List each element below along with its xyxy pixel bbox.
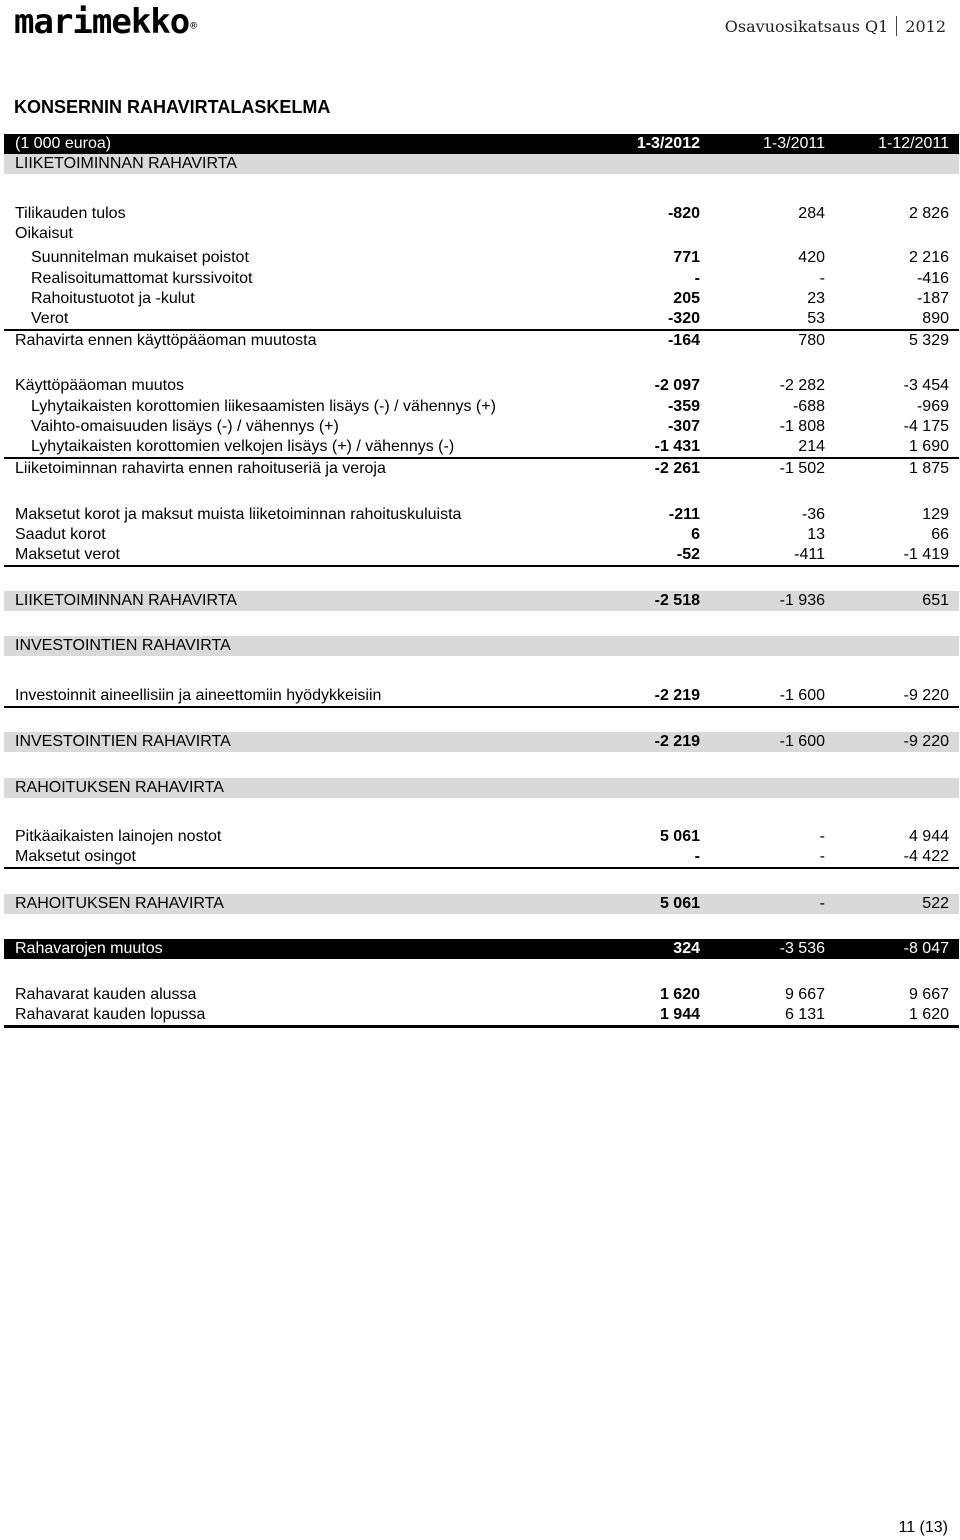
value-q1-2011: -1 936 <box>779 592 825 609</box>
value-q1-2012: -211 <box>668 506 700 523</box>
section-total-row <box>4 732 959 752</box>
table-row <box>4 376 959 396</box>
value-q1-2011: -1 600 <box>779 687 825 704</box>
row-label: Maksetut korot ja maksut muista liiketoiminnan rahoituskuluista <box>15 506 462 523</box>
value-q1-2011: 53 <box>807 310 825 327</box>
value-fy-2011: 5 329 <box>908 332 949 349</box>
table-row <box>4 827 959 847</box>
value-q1-2012: -2 518 <box>654 592 700 609</box>
value-q1-2012: -2 219 <box>654 733 700 750</box>
value-fy-2011: 1 690 <box>908 438 949 455</box>
value-q1-2012: - <box>694 270 700 287</box>
net-change-row <box>4 939 959 959</box>
value-q1-2012: 1 944 <box>659 1006 700 1023</box>
value-q1-2011: 13 <box>807 526 825 543</box>
value-q1-2011: - <box>819 270 825 287</box>
value-q1-2011: 23 <box>807 290 825 307</box>
row-label: Rahavirta ennen käyttöpääoman muutosta <box>15 332 317 349</box>
table-header-row <box>4 134 959 154</box>
table-row <box>4 269 959 289</box>
value-q1-2011: -1 808 <box>779 418 825 435</box>
value-fy-2011: -9 220 <box>903 687 949 704</box>
table-row <box>4 847 959 869</box>
value-q1-2012: -52 <box>676 546 700 563</box>
col-header-fy-2011: 1-12/2011 <box>878 135 949 152</box>
value-q1-2012: 5 061 <box>659 828 700 845</box>
section-heading-row <box>4 154 959 174</box>
table-row <box>4 224 959 244</box>
value-q1-2011: -36 <box>801 506 825 523</box>
row-label: Investoinnit aineellisiin ja aineettomiin hyödykkeisiin <box>15 687 382 704</box>
value-q1-2011: -1 502 <box>779 460 825 477</box>
value-fy-2011: -969 <box>916 398 949 415</box>
row-label: Lyhytaikaisten korottomien velkojen lisäys (+) / vähennys (-) <box>31 438 455 455</box>
value-q1-2012: 6 <box>691 526 700 543</box>
value-q1-2011: -2 282 <box>779 377 825 394</box>
value-fy-2011: 651 <box>922 592 949 609</box>
row-label: Rahavarat kauden alussa <box>15 986 197 1003</box>
page-number: 11 (13) <box>898 1519 948 1536</box>
value-q1-2011: 214 <box>798 438 825 455</box>
value-fy-2011: 9 667 <box>908 986 949 1003</box>
row-label: Pitkäaikaisten lainojen nostot <box>15 828 222 845</box>
value-q1-2012: -2 219 <box>654 687 700 704</box>
value-fy-2011: -8 047 <box>903 940 949 957</box>
table-row <box>4 1005 959 1028</box>
value-fy-2011: 1 875 <box>908 460 949 477</box>
value-q1-2012: -2 097 <box>654 377 700 394</box>
value-q1-2012: -320 <box>667 310 700 327</box>
section-heading: LIIKETOIMINNAN RAHAVIRTA <box>15 155 237 172</box>
col-header-q1-2012: 1-3/2012 <box>636 135 700 152</box>
row-label: RAHOITUKSEN RAHAVIRTA <box>15 895 224 912</box>
unit-label: (1 000 euroa) <box>15 135 112 152</box>
section-heading-row <box>4 636 959 656</box>
table-row <box>4 289 959 309</box>
report-year: 2012 <box>905 17 946 36</box>
value-q1-2011: 9 667 <box>784 986 825 1003</box>
value-q1-2011: 6 131 <box>784 1006 825 1023</box>
value-fy-2011: 2 826 <box>908 205 949 222</box>
value-fy-2011: -187 <box>916 290 949 307</box>
row-label: Rahavarat kauden lopussa <box>15 1006 206 1023</box>
value-fy-2011: -4 175 <box>903 418 949 435</box>
value-fy-2011: 66 <box>931 526 949 543</box>
report-header <box>725 16 946 38</box>
row-label: Maksetut osingot <box>15 848 136 865</box>
value-q1-2012: - <box>694 848 700 865</box>
value-q1-2012: 324 <box>673 940 700 957</box>
row-label: INVESTOINTIEN RAHAVIRTA <box>15 733 231 750</box>
value-q1-2012: -164 <box>667 332 700 349</box>
row-label: Suunnitelman mukaiset poistot <box>31 249 249 266</box>
value-q1-2012: -307 <box>667 418 700 435</box>
row-label: Oikaisut <box>15 225 73 242</box>
value-q1-2012: -2 261 <box>654 460 700 477</box>
table-row <box>4 985 959 1005</box>
subtotal-row <box>4 459 959 479</box>
page-title: KONSERNIN RAHAVIRTALASKELMA <box>14 97 331 117</box>
logo: marimekko® <box>14 2 196 42</box>
table-row <box>4 397 959 417</box>
header-divider <box>896 16 897 36</box>
value-fy-2011: -1 419 <box>903 546 949 563</box>
row-label: Liiketoiminnan rahavirta ennen rahoituseriä ja veroja <box>15 460 386 477</box>
value-fy-2011: -4 422 <box>903 848 949 865</box>
value-fy-2011: 129 <box>922 506 949 523</box>
value-q1-2012: -820 <box>667 205 700 222</box>
table-row <box>4 545 959 567</box>
value-fy-2011: 2 216 <box>908 249 949 266</box>
value-q1-2011: - <box>819 848 825 865</box>
section-heading: INVESTOINTIEN RAHAVIRTA <box>15 637 231 654</box>
row-label: Lyhytaikaisten korottomien liikesaamisten lisäys (-) / vähennys (+) <box>31 398 496 415</box>
value-fy-2011: 522 <box>922 895 949 912</box>
value-q1-2012: 771 <box>673 249 700 266</box>
row-label: Rahavarojen muutos <box>15 940 163 957</box>
registered-mark: ® <box>190 19 196 32</box>
report-title: Osavuosikatsaus Q1 <box>724 17 889 36</box>
section-heading: RAHOITUKSEN RAHAVIRTA <box>15 779 224 796</box>
value-q1-2011: 284 <box>798 205 825 222</box>
row-label: Maksetut verot <box>15 546 120 563</box>
table-row <box>4 437 959 459</box>
value-fy-2011: 4 944 <box>908 828 949 845</box>
section-total-row <box>4 591 959 611</box>
value-q1-2011: 780 <box>798 332 825 349</box>
value-q1-2011: -3 536 <box>779 940 825 957</box>
value-q1-2012: 5 061 <box>659 895 700 912</box>
value-q1-2011: 420 <box>798 249 825 266</box>
table-row <box>4 204 959 224</box>
value-q1-2012: -359 <box>667 398 700 415</box>
value-q1-2012: 1 620 <box>659 986 700 1003</box>
value-q1-2011: -688 <box>792 398 825 415</box>
value-q1-2012: 205 <box>673 290 700 307</box>
table-row <box>4 417 959 437</box>
col-header-q1-2011: 1-3/2011 <box>763 135 825 152</box>
section-total-row <box>4 894 959 914</box>
table-row <box>4 686 959 708</box>
row-label: Verot <box>31 310 69 327</box>
row-label: LIIKETOIMINNAN RAHAVIRTA <box>15 592 237 609</box>
value-q1-2011: -411 <box>794 546 825 563</box>
value-fy-2011: 1 620 <box>908 1006 949 1023</box>
row-label: Käyttöpääoman muutos <box>15 377 184 394</box>
subtotal-row <box>4 331 959 351</box>
value-fy-2011: -3 454 <box>903 377 949 394</box>
value-q1-2011: - <box>819 828 825 845</box>
row-label: Vaihto-omaisuuden lisäys (-) / vähennys (+) <box>31 418 339 435</box>
value-fy-2011: 890 <box>922 310 949 327</box>
row-label: Realisoitumattomat kurssivoitot <box>31 270 253 287</box>
table-row <box>4 525 959 545</box>
row-label: Saadut korot <box>15 526 106 543</box>
table-row <box>4 505 959 525</box>
value-q1-2011: -1 600 <box>779 733 825 750</box>
section-heading-row <box>4 778 959 798</box>
value-fy-2011: -9 220 <box>903 733 949 750</box>
value-q1-2012: -1 431 <box>654 438 700 455</box>
row-label: Rahoitustuotot ja -kulut <box>31 290 195 307</box>
value-fy-2011: -416 <box>916 270 949 287</box>
table-row <box>4 248 959 268</box>
table-row <box>4 309 959 331</box>
row-label: Tilikauden tulos <box>15 205 126 222</box>
value-q1-2011: - <box>819 895 825 912</box>
